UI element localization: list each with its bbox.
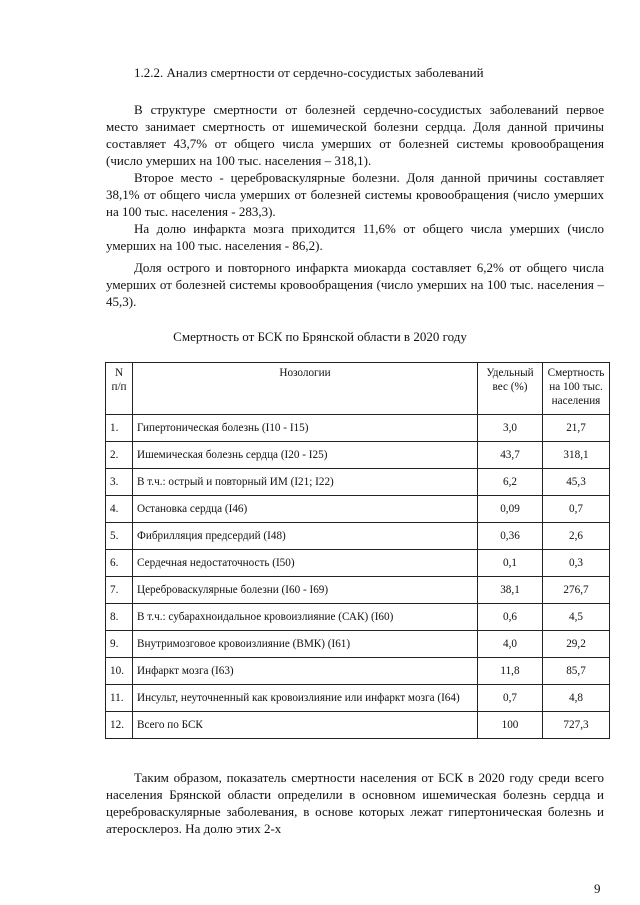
- row-nosology: Цереброваскулярные болезни (I60 - I69): [133, 577, 478, 604]
- table-row: [106, 523, 610, 550]
- header-nosology: Нозологии: [133, 363, 478, 415]
- section-heading: 1.2.2. Анализ смертности от сердечно-сосудистых заболеваний: [134, 65, 484, 80]
- mortality-table: [105, 362, 610, 739]
- row-share: 6,2: [478, 469, 543, 496]
- table-row: [106, 685, 610, 712]
- row-number: 8.: [106, 604, 133, 631]
- row-nosology: Гипертоническая болезнь (I10 - I15): [133, 415, 478, 442]
- row-nosology: В т.ч.: субарахноидальное кровоизлияние (САК) (I60): [133, 604, 478, 631]
- paragraph-conclusion: Таким образом, показатель смертности населения от БСК в 2020 году среди всего населения Брянской области определили в основном ишемическая болезнь сердца и цереброваскулярные заболевания, в основе которых лежат гипертоническая болезнь и атеросклероз. На долю этих 2-х: [106, 770, 604, 836]
- header-rate: Смертность на 100 тыс. населения: [543, 363, 610, 415]
- paragraph-brain-infarction: На долю инфаркта мозга приходится 11,6% от общего числа умерших (число умерших на 100 тыс. населения - 86,2).: [106, 221, 604, 253]
- row-share: 0,7: [478, 685, 543, 712]
- row-number: 3.: [106, 469, 133, 496]
- row-rate: 21,7: [543, 415, 610, 442]
- row-rate: 318,1: [543, 442, 610, 469]
- header-number: N п/п: [106, 363, 133, 415]
- row-share: 0,09: [478, 496, 543, 523]
- row-nosology: Инсульт, неуточненный как кровоизлияние или инфаркт мозга (I64): [133, 685, 478, 712]
- row-rate: 0,3: [543, 550, 610, 577]
- table-row: [106, 631, 610, 658]
- row-share: 3,0: [478, 415, 543, 442]
- header-share: Удельный вес (%): [478, 363, 543, 415]
- row-number: 4.: [106, 496, 133, 523]
- row-share: 11,8: [478, 658, 543, 685]
- row-nosology: Всего по БСК: [133, 712, 478, 739]
- table-row: [106, 442, 610, 469]
- row-share: 0,36: [478, 523, 543, 550]
- paragraph-cerebrovascular: Второе место - цереброваскулярные болезни. Доля данной причины составляет 38,1% от общего числа умерших от болезней системы кровообращения (число умерших на 100 тыс. населения - 283,3).: [106, 170, 604, 219]
- row-number: 12.: [106, 712, 133, 739]
- row-nosology: Фибрилляция предсердий (I48): [133, 523, 478, 550]
- row-number: 6.: [106, 550, 133, 577]
- row-rate: 276,7: [543, 577, 610, 604]
- table-row: [106, 550, 610, 577]
- table-body: [106, 415, 610, 739]
- row-rate: 45,3: [543, 469, 610, 496]
- row-nosology: В т.ч.: острый и повторный ИМ (I21; I22): [133, 469, 478, 496]
- row-rate: 2,6: [543, 523, 610, 550]
- row-share: 100: [478, 712, 543, 739]
- row-rate: 85,7: [543, 658, 610, 685]
- table-row: [106, 712, 610, 739]
- row-share: 4,0: [478, 631, 543, 658]
- table-row: [106, 415, 610, 442]
- row-nosology: Ишемическая болезнь сердца (I20 - I25): [133, 442, 478, 469]
- row-share: 38,1: [478, 577, 543, 604]
- row-nosology: Внутримозговое кровоизлияние (ВМК) (I61): [133, 631, 478, 658]
- row-number: 2.: [106, 442, 133, 469]
- row-rate: 0,7: [543, 496, 610, 523]
- row-share: 0,1: [478, 550, 543, 577]
- row-number: 7.: [106, 577, 133, 604]
- row-number: 11.: [106, 685, 133, 712]
- table-row: [106, 604, 610, 631]
- row-number: 5.: [106, 523, 133, 550]
- row-number: 1.: [106, 415, 133, 442]
- row-share: 43,7: [478, 442, 543, 469]
- row-nosology: Инфаркт мозга (I63): [133, 658, 478, 685]
- row-rate: 4,8: [543, 685, 610, 712]
- row-rate: 29,2: [543, 631, 610, 658]
- row-nosology: Остановка сердца (I46): [133, 496, 478, 523]
- paragraph-myocardial-infarction: Доля острого и повторного инфаркта миокарда составляет 6,2% от общего числа умерших от болезней системы кровообращения (число умерших на 100 тыс. населения – 45,3).: [106, 260, 604, 309]
- row-rate: 727,3: [543, 712, 610, 739]
- table-row: [106, 577, 610, 604]
- table-row: [106, 658, 610, 685]
- row-number: 9.: [106, 631, 133, 658]
- table-title: Смертность от БСК по Брянской области в 2020 году: [173, 329, 467, 344]
- row-rate: 4,5: [543, 604, 610, 631]
- table-row: [106, 469, 610, 496]
- row-nosology: Сердечная недостаточность (I50): [133, 550, 478, 577]
- page-number: 9: [594, 881, 601, 896]
- row-share: 0,6: [478, 604, 543, 631]
- table-row: [106, 496, 610, 523]
- table-header-row: [106, 363, 610, 415]
- paragraph-ischemic: В структуре смертности от болезней сердечно-сосудистых заболеваний первое место занимает смертность от ишемической болезни сердца. Доля данной причины составляет 43,7% от общего числа умерших от болезней системы кровообращения (число умерших на 100 тыс. населения – 318,1).: [106, 102, 604, 168]
- row-number: 10.: [106, 658, 133, 685]
